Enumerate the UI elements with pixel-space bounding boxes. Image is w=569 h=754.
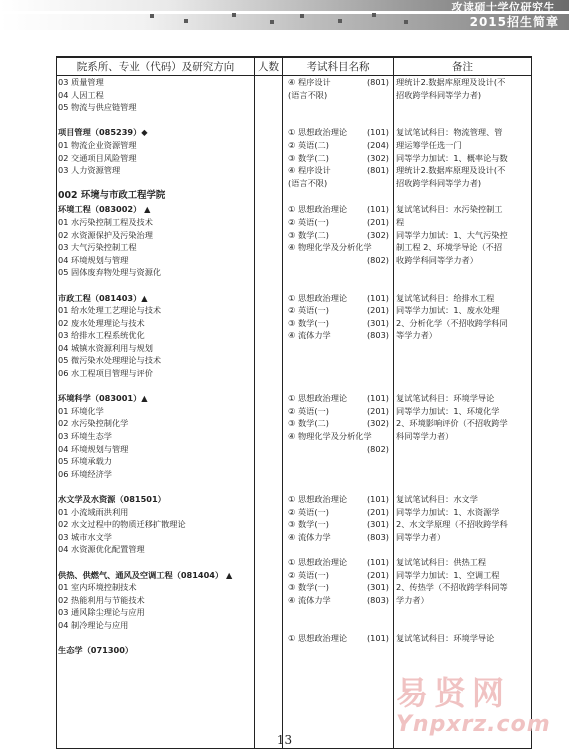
exam-subject-name: ③ 数学(一) bbox=[288, 582, 329, 593]
program-line: 04 制冷理论与应用 bbox=[58, 619, 129, 630]
exam-subject-line bbox=[283, 89, 393, 102]
blank-line bbox=[394, 114, 531, 127]
blank-line bbox=[57, 480, 254, 493]
blank-line bbox=[394, 543, 531, 556]
exam-subject-code: (803) bbox=[366, 531, 389, 542]
program-line: 03 人力资源管理 bbox=[58, 165, 121, 176]
program-line: 生态学（071300） bbox=[58, 645, 134, 656]
exam-subject-code: (201) bbox=[366, 216, 389, 227]
remark-line: 复试笔试科目：环境学导论 bbox=[396, 632, 495, 643]
exam-subject-line bbox=[283, 569, 393, 582]
exam-subject-name: (语言不限) bbox=[288, 177, 328, 188]
exam-subject-line bbox=[283, 216, 393, 229]
exam-subject-line bbox=[283, 329, 393, 342]
exam-subject-line bbox=[283, 417, 393, 430]
program-line: 05 环境承载力 bbox=[58, 456, 112, 467]
blank-line bbox=[394, 354, 531, 367]
exam-subject-code: (301) bbox=[366, 582, 389, 593]
blank-line bbox=[394, 619, 531, 632]
program-line: 01 环境化学 bbox=[58, 405, 104, 416]
exam-subject-code: (101) bbox=[366, 556, 389, 567]
blank-line bbox=[394, 443, 531, 456]
remark-line: 学力者） bbox=[396, 594, 429, 605]
exam-subject-line bbox=[283, 430, 393, 443]
exam-subject-line bbox=[283, 189, 393, 203]
exam-subject-name: ③ 数学(二) bbox=[288, 418, 329, 429]
blank-line bbox=[394, 266, 531, 279]
remark-line: 复试笔试科目：物流管理、管 bbox=[396, 127, 503, 138]
exam-subject-code: (302) bbox=[366, 418, 389, 429]
exam-subject-line bbox=[283, 241, 393, 254]
exam-subject-line bbox=[283, 367, 393, 380]
program-line: 01 水污染控制工程及技术 bbox=[58, 216, 153, 227]
exam-subject-line bbox=[283, 594, 393, 607]
exam-subject-code: (802) bbox=[366, 254, 389, 265]
exam-subject-line bbox=[283, 354, 393, 367]
exam-subject-code: (802) bbox=[366, 443, 389, 454]
remark-line: 制工程 2、环境学导论（不招 bbox=[396, 242, 503, 253]
exam-subject-name: ④ 程序设计 bbox=[288, 77, 331, 87]
program-line: 市政工程（081403）▲ bbox=[58, 292, 148, 303]
exam-subject-line bbox=[283, 380, 393, 393]
remark-line: 理统计2.数据库原理及设计(不 bbox=[396, 165, 506, 176]
exam-subject-code: (101) bbox=[366, 292, 389, 303]
exam-subject-line bbox=[283, 543, 393, 556]
exam-subject-name: ② 英语(一) bbox=[288, 569, 329, 580]
exam-subject-code: (801) bbox=[366, 165, 389, 176]
header-dot-pattern bbox=[150, 13, 410, 25]
program-table bbox=[56, 56, 532, 749]
program-line: 03 环境生态学 bbox=[58, 431, 112, 442]
exam-subject-name: ④ 程序设计 bbox=[288, 165, 331, 176]
program-line: 06 水工程项目管理与评价 bbox=[58, 368, 153, 379]
remark-line: 收跨学科同等学力者） bbox=[396, 254, 478, 265]
exam-subject-line bbox=[283, 619, 393, 632]
exam-subject-line bbox=[283, 405, 393, 418]
exam-subject-line bbox=[283, 76, 393, 89]
program-line: 项目管理（085239）◆ bbox=[58, 127, 148, 138]
exam-subject-line bbox=[283, 292, 393, 305]
remark-line: 同等学力加试：1、大气污染控 bbox=[396, 229, 508, 240]
blank-line bbox=[57, 177, 254, 190]
blank-line bbox=[394, 480, 531, 493]
header-subtitle: 2015招生简章 bbox=[469, 15, 559, 29]
program-column bbox=[57, 76, 255, 749]
remark-line: 等学力者） bbox=[396, 330, 437, 341]
exam-subject-name: ② 英语(二) bbox=[288, 139, 329, 150]
remark-line: 复试笔试科目：水污染控制工 bbox=[396, 204, 503, 215]
exam-subject-line bbox=[283, 164, 393, 177]
remark-line: 理统计2.数据库原理及设计(不 bbox=[396, 77, 506, 87]
exam-subject-line bbox=[283, 101, 393, 114]
exam-subject-line bbox=[283, 468, 393, 481]
program-line: 002 环境与市政工程学院 bbox=[58, 190, 166, 202]
exam-subject-line bbox=[283, 254, 393, 267]
exam-subject-line bbox=[283, 480, 393, 493]
program-line: 05 固体废弃物处理与资源化 bbox=[58, 267, 162, 278]
program-line: 01 物流企业资源管理 bbox=[58, 139, 137, 150]
blank-line bbox=[394, 380, 531, 393]
exam-subject-line bbox=[283, 606, 393, 619]
remark-line: 招收跨学科同等学力者) bbox=[396, 89, 482, 100]
exam-subject-name: ③ 数学(一) bbox=[288, 317, 329, 328]
program-line: 02 水资源保护及污染治理 bbox=[58, 229, 153, 240]
blank-line bbox=[394, 468, 531, 481]
program-line: 03 通风除尘理论与应用 bbox=[58, 607, 145, 618]
program-line: 水文学及水资源（081501） bbox=[58, 494, 166, 504]
program-line: 04 人因工程 bbox=[58, 89, 104, 100]
blank-line bbox=[57, 632, 254, 645]
exam-subject-code: (803) bbox=[366, 594, 389, 605]
exam-subject-line bbox=[283, 455, 393, 468]
blank-line bbox=[394, 606, 531, 619]
program-line: 04 环境规划与管理 bbox=[58, 443, 129, 454]
exam-subject-name: ① 思想政治理论 bbox=[288, 494, 348, 504]
program-line: 05 微污染水处理理论与技术 bbox=[58, 355, 162, 366]
exam-subjects-column bbox=[283, 76, 394, 749]
exam-subject-line bbox=[283, 139, 393, 152]
exam-subject-name: ④ 物理化学及分析化学 bbox=[288, 431, 372, 442]
blank-line bbox=[394, 367, 531, 380]
program-line: 02 热能利用与节能技术 bbox=[58, 594, 145, 605]
blank-line bbox=[394, 189, 531, 203]
blank-line bbox=[57, 556, 254, 569]
exam-subject-line bbox=[283, 342, 393, 355]
program-line: 03 城市水文学 bbox=[58, 531, 112, 542]
exam-subject-code: (302) bbox=[366, 229, 389, 240]
exam-subject-line bbox=[283, 556, 393, 569]
table-body-row bbox=[57, 76, 532, 749]
exam-subject-name: ④ 流体力学 bbox=[288, 330, 331, 341]
exam-subject-line bbox=[283, 266, 393, 279]
exam-subject-code: (204) bbox=[366, 139, 389, 150]
exam-subject-name: ① 思想政治理论 bbox=[288, 632, 348, 643]
exam-subject-line bbox=[283, 632, 393, 645]
exam-subject-name: ① 思想政治理论 bbox=[288, 393, 348, 404]
program-line: 01 室内环境控制技术 bbox=[58, 582, 137, 593]
exam-subject-name: ① 思想政治理论 bbox=[288, 556, 348, 567]
remark-line: 同等学力加试：1、水资源学 bbox=[396, 506, 500, 517]
exam-subject-line bbox=[283, 203, 393, 216]
exam-subject-line bbox=[283, 152, 393, 165]
remark-line: 2、环境影响评价（不招收跨学 bbox=[396, 418, 508, 429]
exam-subject-line bbox=[283, 581, 393, 594]
quota-column bbox=[255, 76, 283, 749]
exam-subject-code: (801) bbox=[366, 77, 389, 87]
program-line: 04 城镇水资源利用与规划 bbox=[58, 342, 153, 353]
exam-subject-name: ④ 物理化学及分析化学 bbox=[288, 242, 372, 253]
exam-subject-line bbox=[283, 531, 393, 544]
exam-subject-line bbox=[283, 506, 393, 519]
remark-line: 2、传热学（不招收跨学科同等 bbox=[396, 582, 508, 593]
program-line: 01 小流域雨洪利用 bbox=[58, 506, 129, 517]
program-line: 03 给排水工程系统优化 bbox=[58, 330, 145, 341]
blank-line bbox=[57, 114, 254, 127]
exam-subject-code: (101) bbox=[366, 494, 389, 504]
blank-line bbox=[394, 342, 531, 355]
program-line: 03 大气污染控制工程 bbox=[58, 242, 137, 253]
blank-line bbox=[394, 455, 531, 468]
remark-line: 同等学力加试：1、概率论与数 bbox=[396, 152, 508, 163]
table-header-row bbox=[57, 57, 532, 76]
program-line: 环境工程（083002） ▲ bbox=[58, 204, 151, 215]
watermark-url: Ynpxrz.com bbox=[396, 712, 551, 737]
page-number: 13 bbox=[276, 733, 293, 747]
exam-subject-line bbox=[283, 114, 393, 127]
remark-line: 科同等学力者） bbox=[396, 431, 454, 442]
remark-line: 同等学力加试：1、废水处理 bbox=[396, 305, 500, 316]
exam-subject-name: (语言不限) bbox=[288, 89, 328, 100]
remark-line: 复试笔试科目：水文学 bbox=[396, 494, 478, 504]
remark-line: 同等学力加试：1、环境化学 bbox=[396, 405, 500, 416]
remark-line: 同等学力加试：1、空调工程 bbox=[396, 569, 500, 580]
exam-subject-line bbox=[283, 518, 393, 531]
col-header-program: 院系所、专业（代码）及研究方向 bbox=[57, 57, 255, 76]
remarks-column bbox=[394, 76, 532, 749]
program-line: 04 水资源优化配置管理 bbox=[58, 544, 145, 555]
exam-subject-code: (101) bbox=[366, 127, 389, 138]
blank-line bbox=[57, 380, 254, 393]
program-line: 供热、供燃气、通风及空调工程（081404） ▲ bbox=[58, 569, 233, 580]
watermark-text: 易贤网 bbox=[396, 674, 511, 712]
exam-subject-code: (201) bbox=[366, 305, 389, 316]
exam-subject-code: (201) bbox=[366, 506, 389, 517]
exam-subject-line bbox=[283, 392, 393, 405]
exam-subject-name: ② 英语(一) bbox=[288, 506, 329, 517]
exam-subject-line bbox=[283, 493, 393, 506]
exam-subject-line bbox=[283, 279, 393, 292]
exam-subject-code: (301) bbox=[366, 317, 389, 328]
col-header-exam-subjects: 考试科目名称 bbox=[283, 57, 394, 76]
remark-line: 2、分析化学（不招收跨学科同 bbox=[396, 317, 508, 328]
program-line: 02 水污染控制化学 bbox=[58, 418, 129, 429]
exam-subject-line bbox=[283, 126, 393, 139]
exam-subject-line bbox=[283, 317, 393, 330]
exam-subject-code: (803) bbox=[366, 330, 389, 341]
remark-line: 复试笔试科目：给排水工程 bbox=[396, 292, 495, 303]
remark-line: 程 bbox=[396, 216, 405, 227]
remark-line: 同等学力者） bbox=[396, 531, 446, 542]
exam-subject-name: ② 英语(一) bbox=[288, 405, 329, 416]
exam-subject-code: (302) bbox=[366, 152, 389, 163]
header-banner bbox=[0, 0, 569, 30]
exam-subject-name: ① 思想政治理论 bbox=[288, 292, 348, 303]
header-title: 攻读硕士学位研究生 bbox=[451, 1, 555, 14]
exam-subject-name: ③ 数学(一) bbox=[288, 519, 329, 530]
program-line: 环境科学（083001）▲ bbox=[58, 393, 148, 404]
blank-line bbox=[394, 101, 531, 114]
remark-line: 招收跨学科同等学力者) bbox=[396, 177, 482, 188]
exam-subject-name: ① 思想政治理论 bbox=[288, 204, 348, 215]
exam-subject-name: ④ 流体力学 bbox=[288, 531, 331, 542]
remark-line: 理运筹学任选一门 bbox=[396, 139, 462, 150]
program-line: 02 交通项目风险管理 bbox=[58, 152, 137, 163]
exam-subject-line bbox=[283, 443, 393, 456]
program-line: 01 给水处理工艺理论与技术 bbox=[58, 305, 162, 316]
blank-line bbox=[57, 279, 254, 292]
exam-subject-name: ④ 流体力学 bbox=[288, 594, 331, 605]
exam-subject-line bbox=[283, 304, 393, 317]
exam-subject-code: (101) bbox=[366, 204, 389, 215]
program-line: 06 环境经济学 bbox=[58, 468, 112, 479]
program-line: 02 废水处理理论与技术 bbox=[58, 317, 145, 328]
exam-subject-line bbox=[283, 177, 393, 190]
remark-line: 复试笔试科目：环境学导论 bbox=[396, 393, 495, 404]
program-line: 02 水文过程中的物质迁移扩散理论 bbox=[58, 519, 186, 530]
exam-subject-line bbox=[283, 229, 393, 242]
exam-subject-name: ② 英语(一) bbox=[288, 216, 329, 227]
blank-line bbox=[394, 279, 531, 292]
exam-subject-name: ③ 数学(二) bbox=[288, 152, 329, 163]
remark-line: 复试笔试科目：供热工程 bbox=[396, 556, 487, 567]
exam-subject-code: (101) bbox=[366, 632, 389, 643]
program-line: 05 物流与供应链管理 bbox=[58, 102, 137, 113]
exam-subject-name: ② 英语(一) bbox=[288, 305, 329, 316]
exam-subject-code: (201) bbox=[366, 405, 389, 416]
remark-line: 2、水文学原理（不招收跨学科 bbox=[396, 519, 508, 530]
exam-subject-code: (101) bbox=[366, 393, 389, 404]
exam-subject-code: (201) bbox=[366, 569, 389, 580]
col-header-quota: 人数 bbox=[255, 57, 283, 76]
program-line: 03 质量管理 bbox=[58, 77, 104, 87]
program-line: 04 环境规划与管理 bbox=[58, 254, 129, 265]
col-header-remarks: 备注 bbox=[394, 57, 532, 76]
exam-subject-name: ① 思想政治理论 bbox=[288, 127, 348, 138]
exam-subject-name: ③ 数学(二) bbox=[288, 229, 329, 240]
exam-subject-code: (301) bbox=[366, 519, 389, 530]
